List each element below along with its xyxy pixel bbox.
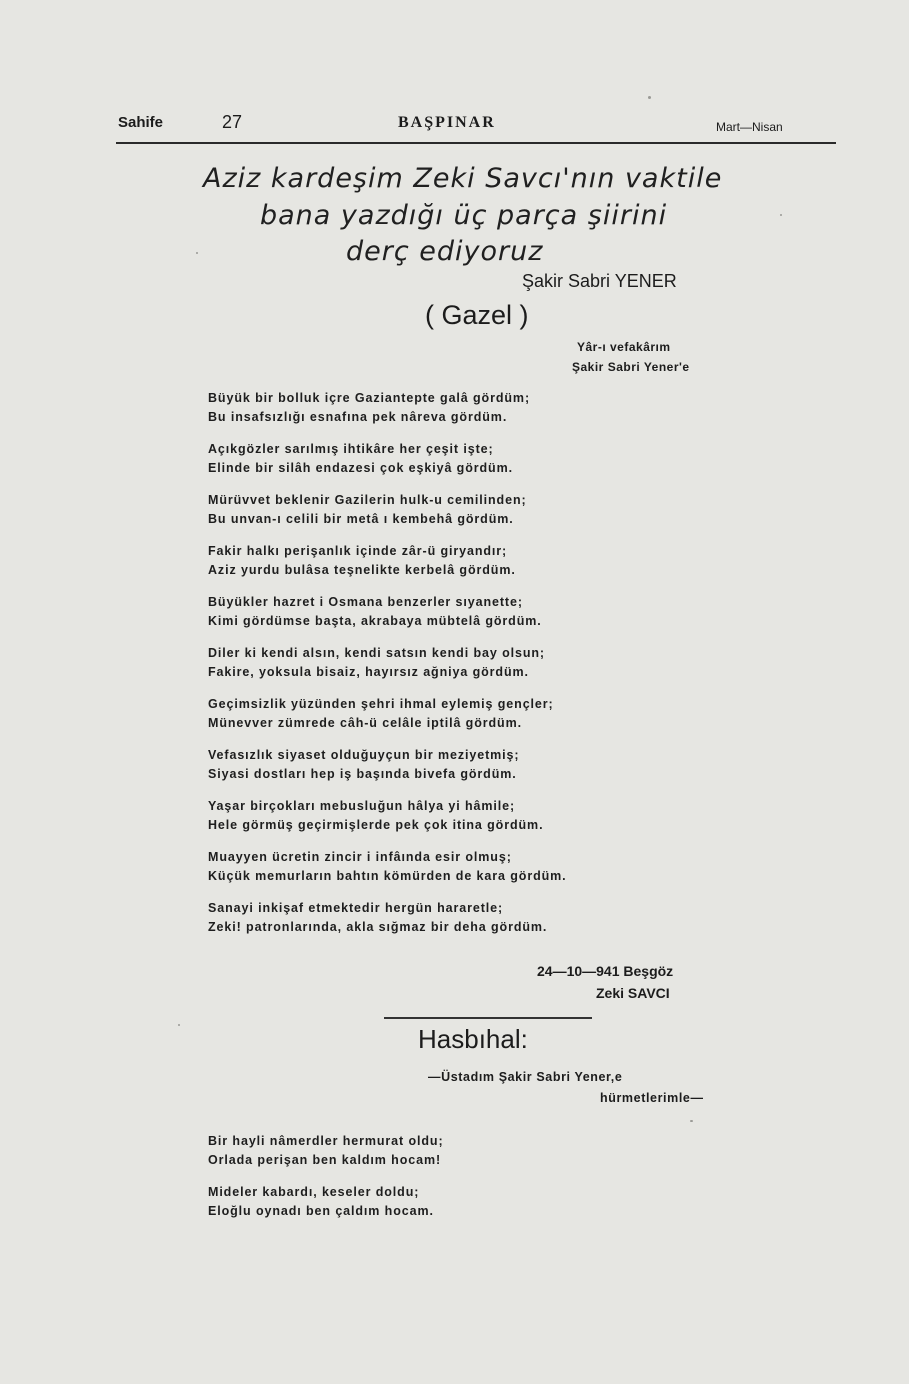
poem-line: Bu insafsızlığı esnafına pek nâreva gördüm. [208,410,508,424]
couplet [208,848,728,886]
paper-speck [178,1024,180,1026]
second-poem-dedication-1: —Üstadım Şakir Sabri Yener,e [428,1070,623,1084]
poem-title: ( Gazel ) [425,300,529,330]
gazel-poem-body [208,389,728,950]
page-label: Sahife [118,114,164,131]
couplet [208,1183,628,1221]
paper-speck [648,96,651,99]
poem-signature-date: 24—10—941 Beşgöz [537,963,674,979]
poem-line: Zeki! patronlarında, akla sığmaz bir deha gördüm. [208,920,548,934]
poem-line: Orlada perişan ben kaldım hocam! [208,1153,442,1167]
second-poem-title: Hasbıhal: [418,1024,528,1054]
couplet [208,644,728,682]
paper-speck [196,252,198,254]
couplet [208,899,728,937]
poem-line: Büyük bir bolluk içre Gaziantepte galâ gördüm; [208,391,531,405]
headline-line-2: bana yazdığı üç parça şiirini [260,200,668,231]
poem-line: Mideler kabardı, keseler doldu; [208,1185,420,1199]
poem-line: Yaşar birçokları mebusluğun hâlya yi hâmile; [208,799,516,813]
poem-signature-name: Zeki SAVCI [596,985,670,1001]
poem-line: Bu unvan-ı celili bir metâ ı kembehâ gördüm. [208,512,514,526]
poem-line: Hele görmüş geçirmişlerde pek çok itina gördüm. [208,818,544,832]
hasbihal-poem-body [208,1132,628,1234]
poem-line: Aziz yurdu bulâsa teşnelikte kerbelâ gördüm. [208,563,516,577]
couplet [208,695,728,733]
header-rule [116,142,836,144]
couplet [208,797,728,835]
poem-line: Siyasi dostları hep iş başında bivefa gördüm. [208,767,517,781]
couplet [208,542,728,580]
paper-speck [780,214,782,216]
poem-line: Münevver zümrede câh-ü celâle iptilâ gördüm. [208,716,522,730]
poem-line: Geçimsizlik yüzünden şehri ihmal eylemiş gençler; [208,697,554,711]
headline-line-3: derç ediyoruz [346,236,544,267]
poem-dedication-2: Şakir Sabri Yener'e [572,360,690,374]
poem-line: Bir hayli nâmerdler hermurat oldu; [208,1134,444,1148]
couplet [208,491,728,529]
journal-name: BAŞPINAR [398,114,496,131]
poem-line: Kimi gördümse başta, akrabaya mübtelâ gördüm. [208,614,542,628]
headline-line-1: Aziz kardeşim Zeki Savcı'nın vaktile [203,163,723,194]
couplet [208,746,728,784]
poem-line: Fakire, yoksula bisaiz, hayırsız ağniya gördüm. [208,665,529,679]
section-rule [384,1017,592,1019]
poem-line: Sanayi inkişaf etmektedir hergün hararetle; [208,901,504,915]
couplet [208,1132,628,1170]
poem-line: Fakir halkı perişanlık içinde zâr-ü giryandır; [208,544,508,558]
issue-date: Mart—Nisan [716,120,783,134]
page-number: 27 [222,112,243,132]
couplet [208,440,728,478]
editor-credit: Şakir Sabri YENER [522,271,677,291]
poem-line: Açıkgözler sarılmış ihtikâre her çeşit işte; [208,442,494,456]
couplet [208,593,728,631]
poem-line: Büyükler hazret i Osmana benzerler sıyanette; [208,595,523,609]
poem-line: Eloğlu oynadı ben çaldım hocam. [208,1204,434,1218]
poem-line: Vefasızlık siyaset olduğuyçun bir meziyetmiş; [208,748,520,762]
poem-line: Mürüvvet beklenir Gazilerin hulk-u cemilinden; [208,493,527,507]
couplet [208,389,728,427]
poem-line: Muayyen ücretin zincir i infâında esir olmuş; [208,850,512,864]
paper-speck [690,1120,693,1122]
second-poem-dedication-2: hürmetlerimle— [600,1091,704,1105]
poem-line: Diler ki kendi alsın, kendi satsın kendi bay olsun; [208,646,545,660]
poem-line: Elinde bir silâh endazesi çok eşkiyâ gördüm. [208,461,513,475]
poem-line: Küçük memurların bahtın kömürden de kara gördüm. [208,869,567,883]
poem-dedication-1: Yâr-ı vefakârım [577,340,671,354]
